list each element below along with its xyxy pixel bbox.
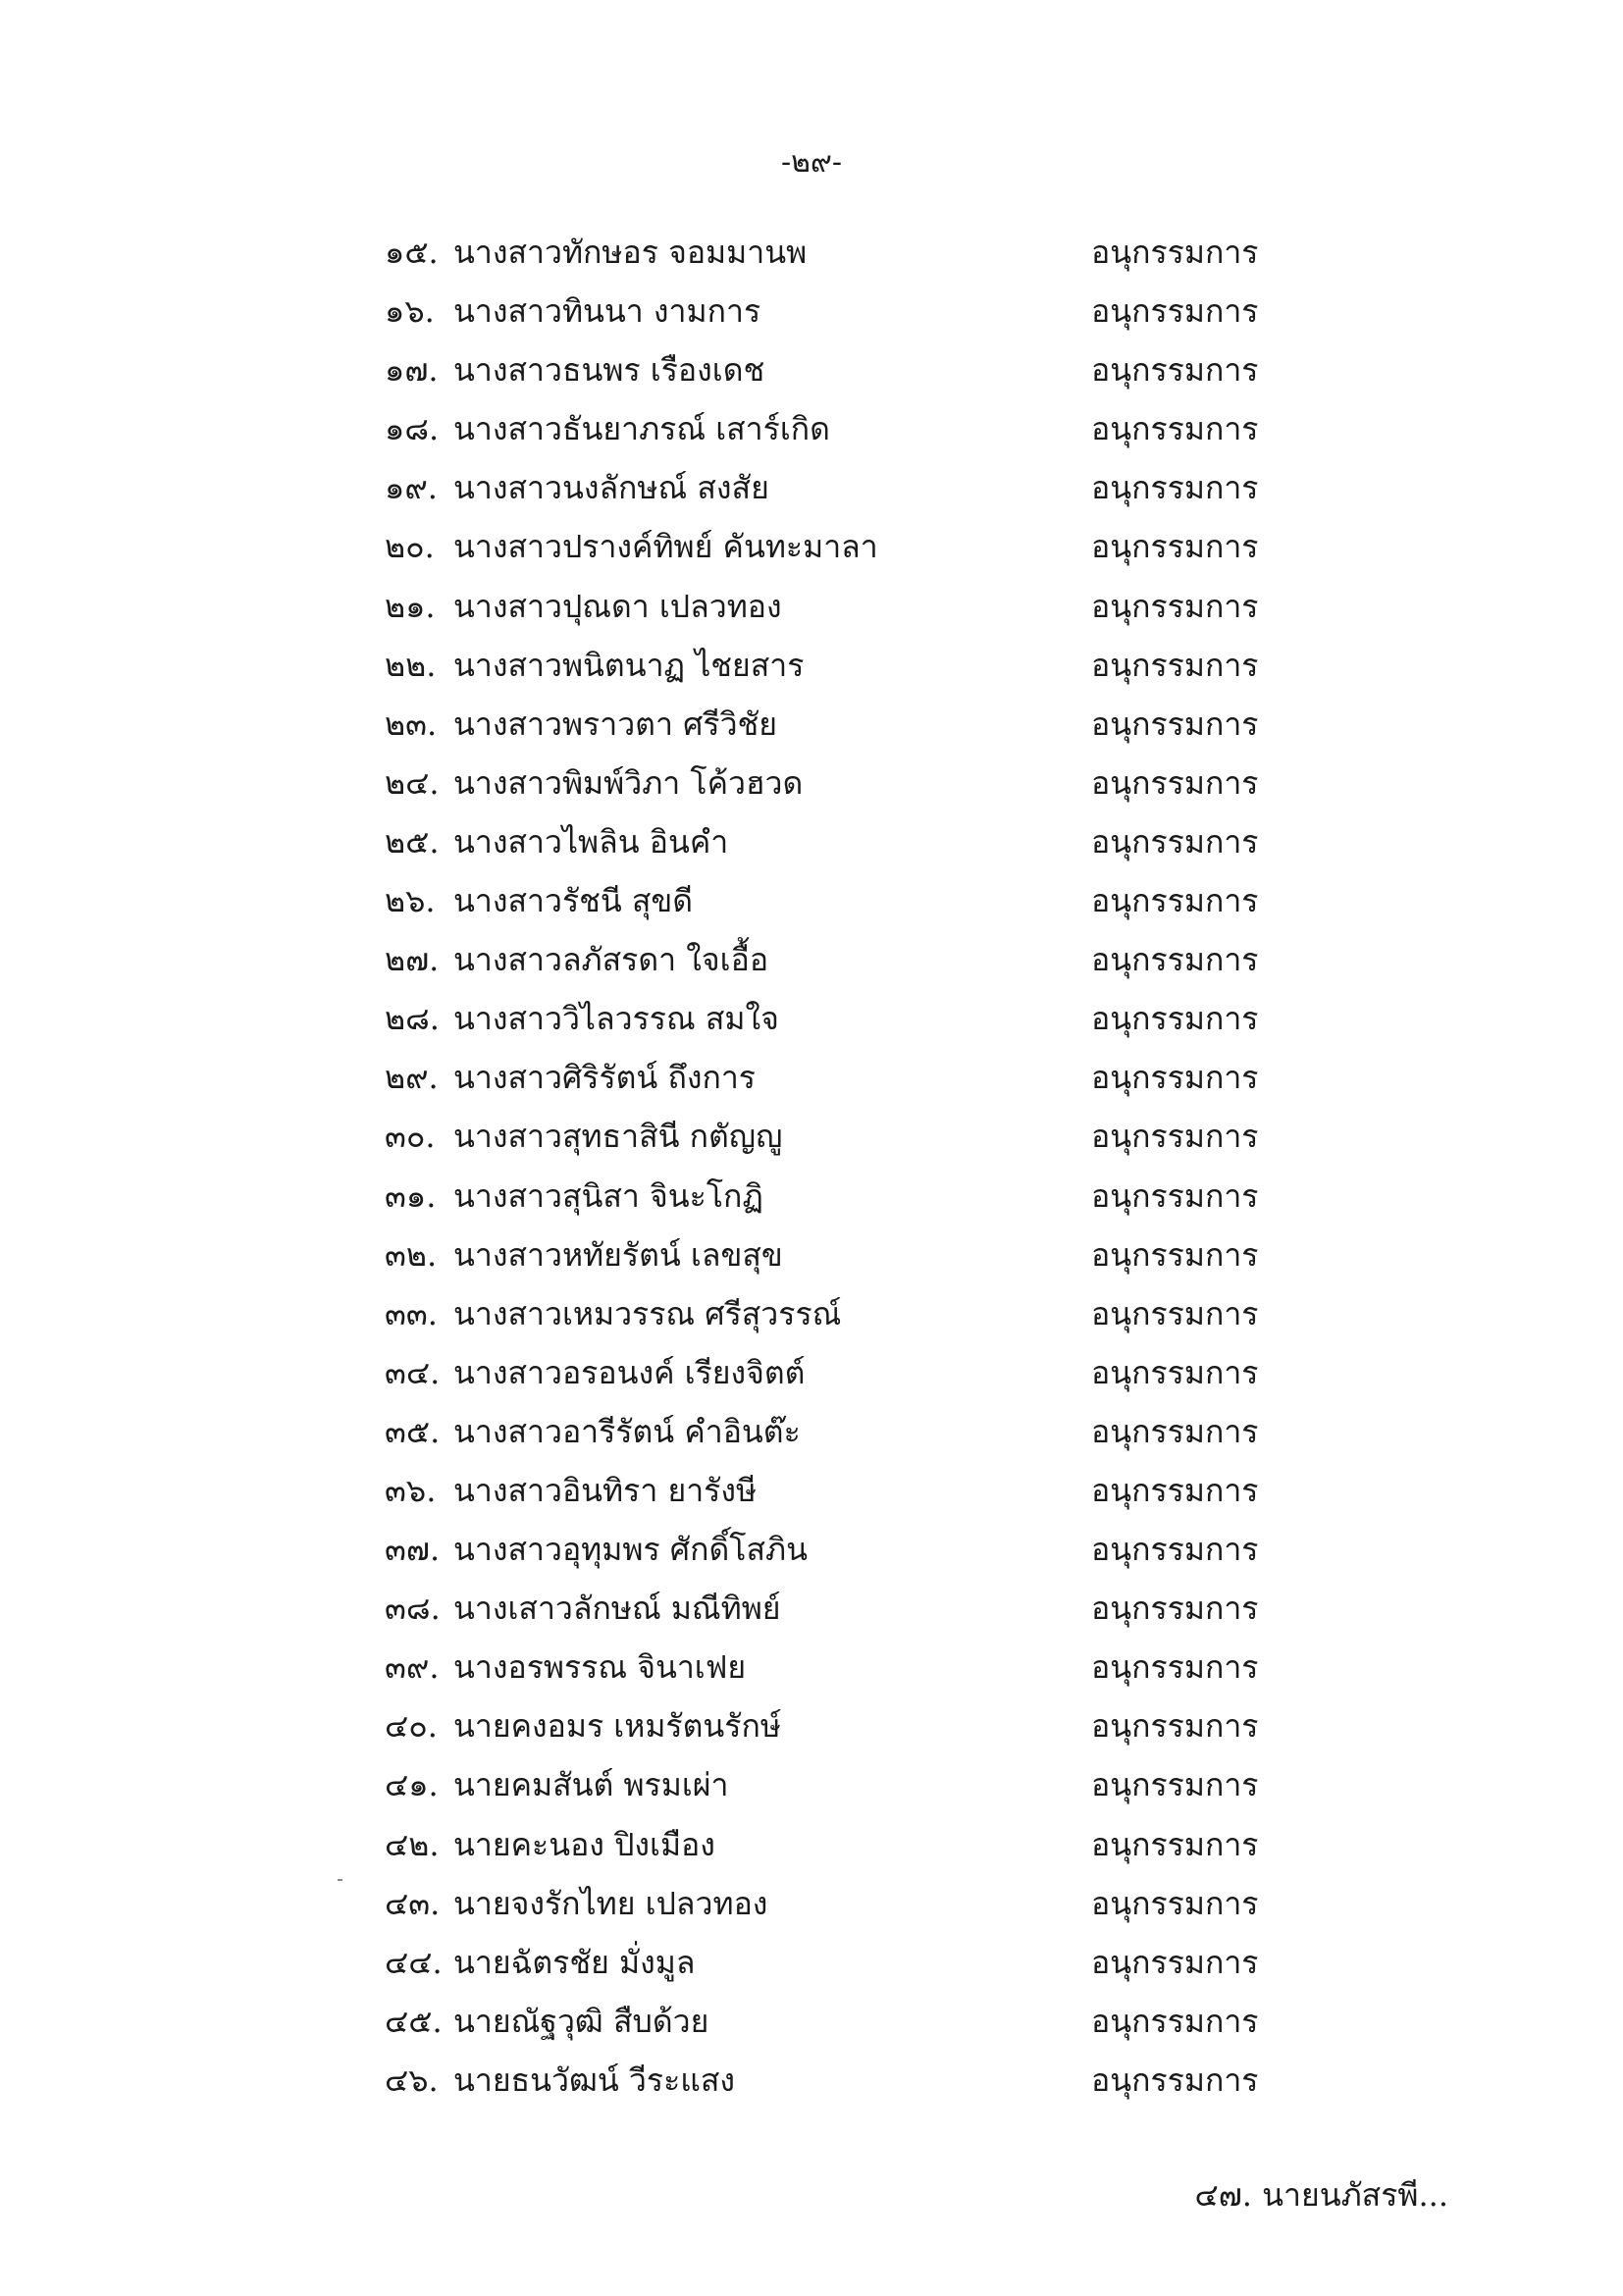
member-role: อนุกรรมการ [1091, 469, 1259, 507]
member-role: อนุกรรมการ [1091, 587, 1259, 625]
member-name: นางสาวพราวตา ศรีวิชัย [453, 704, 778, 743]
member-name: นายคมสันต์ พรมเผ่า [453, 1766, 729, 1804]
member-row [0, 345, 1623, 404]
member-role: อนุกรรมการ [1091, 763, 1259, 802]
member-row [0, 876, 1623, 935]
member-number: ๑๖. [385, 292, 435, 331]
member-row [0, 522, 1623, 581]
member-name: นางอรพรรณ จินาเฟย [453, 1648, 747, 1687]
member-role: อนุกรรมการ [1091, 1531, 1259, 1569]
member-number: ๒๔. [385, 763, 440, 802]
member-row [0, 1230, 1623, 1289]
member-number: ๑๗. [385, 351, 439, 390]
scan-mark [338, 1879, 342, 1881]
member-row [0, 1760, 1623, 1819]
member-role: อนุกรรมการ [1091, 1648, 1259, 1687]
member-name: นางสาวทินนา งามการ [453, 292, 761, 331]
member-row [0, 582, 1623, 641]
member-row [0, 1701, 1623, 1760]
member-role: อนุกรรมการ [1091, 2002, 1259, 2040]
member-role: อนุกรรมการ [1091, 351, 1259, 390]
member-name: นางสาวพนิตนาฏ ไชยสาร [453, 646, 805, 684]
member-role: อนุกรรมการ [1091, 1884, 1259, 1922]
member-role: อนุกรรมการ [1091, 1471, 1259, 1509]
member-number: ๒๐. [385, 528, 435, 566]
member-role: อนุกรรมการ [1091, 1825, 1259, 1863]
page-number: -๒๙- [780, 145, 843, 180]
member-number: ๑๕. [385, 234, 439, 271]
member-row [0, 1348, 1623, 1407]
member-role: อนุกรรมการ [1091, 822, 1259, 861]
member-name: นางสาวรัชนี สุขดี [453, 882, 694, 920]
member-row [0, 1525, 1623, 1584]
member-name: นางสาวหทัยรัตน์ เลขสุข [453, 1235, 783, 1274]
member-number: ๒๓. [385, 704, 438, 743]
member-name: นางสาวธนพร เรืองเดช [453, 351, 765, 390]
member-role: อนุกรรมการ [1091, 1118, 1259, 1156]
member-number: ๑๘. [385, 410, 440, 448]
committee-member-list [0, 228, 1623, 2114]
member-role: อนุกรรมการ [1091, 704, 1259, 743]
member-number: ๓๑. [385, 1176, 437, 1215]
member-name: นายคงอมร เหมรัตนรักษ์ [453, 1707, 781, 1746]
member-number: ๔๑. [385, 1766, 439, 1804]
member-number: ๔๕. [385, 2002, 443, 2040]
member-number: ๒๘. [385, 1000, 440, 1038]
member-row [0, 1407, 1623, 1466]
member-name: นางสาวธันยาภรณ์ เสาร์เกิด [453, 410, 830, 448]
member-number: ๓๐. [385, 1118, 436, 1156]
member-row [0, 817, 1623, 876]
member-name: นางสาวปรางค์ทิพย์ คันทะมาลา [453, 528, 878, 566]
member-row [0, 228, 1623, 287]
member-row [0, 1938, 1623, 1997]
member-name: นางสาวเหมวรรณ ศรีสุวรรณ์ [453, 1294, 842, 1332]
member-number: ๔๒. [385, 1825, 440, 1863]
member-row [0, 1289, 1623, 1348]
member-row [0, 287, 1623, 345]
member-name: นายธนวัฒน์ วีระแสง [453, 2061, 736, 2099]
member-role: อนุกรรมการ [1091, 1059, 1259, 1097]
member-name: นายจงรักไทย เปลวทอง [453, 1884, 768, 1922]
member-name: นายฉัตรชัย มั่งมูล [453, 1943, 696, 1981]
member-row [0, 641, 1623, 700]
member-name: นางสาวสุนิสา จินะโกฏิ [453, 1176, 763, 1215]
continuation-text: ๔๗. นายนภัสรพี... [1194, 2176, 1448, 2214]
member-name: นายณัฐวุฒิ สืบด้วย [453, 2002, 709, 2040]
member-row [0, 700, 1623, 758]
member-number: ๑๙. [385, 469, 438, 507]
member-number: ๓๙. [385, 1648, 440, 1687]
member-role: อนุกรรมการ [1091, 410, 1259, 448]
member-row [0, 935, 1623, 994]
member-name: นางสาวปุณดา เปลวทอง [453, 587, 782, 625]
member-number: ๒๕. [385, 822, 440, 861]
member-row [0, 463, 1623, 522]
member-role: อนุกรรมการ [1091, 882, 1259, 920]
member-row [0, 1112, 1623, 1171]
member-number: ๓๘. [385, 1590, 441, 1628]
member-number: ๔๖. [385, 2061, 439, 2099]
member-row [0, 1466, 1623, 1525]
member-role: อนุกรรมการ [1091, 1000, 1259, 1038]
member-role: อนุกรรมการ [1091, 1766, 1259, 1804]
member-number: ๒๑. [385, 587, 436, 625]
member-number: ๔๐. [385, 1707, 438, 1746]
member-row [0, 1643, 1623, 1701]
member-number: ๒๖. [385, 882, 436, 920]
member-role: อนุกรรมการ [1091, 941, 1259, 979]
member-number: ๒๒. [385, 646, 437, 684]
member-row [0, 1997, 1623, 2056]
member-row [0, 1172, 1623, 1230]
member-number: ๓๖. [385, 1471, 437, 1509]
member-number: ๓๔. [385, 1353, 441, 1391]
member-name: นางสาวนงลักษณ์ สงสัย [453, 469, 769, 507]
member-role: อนุกรรมการ [1091, 2061, 1259, 2099]
member-name: นางสาวทักษอร จอมมานพ [453, 234, 808, 271]
member-role: อนุกรรมการ [1091, 1943, 1259, 1981]
member-row [0, 1820, 1623, 1879]
member-number: ๓๕. [385, 1412, 441, 1450]
member-number: ๔๓. [385, 1884, 441, 1922]
member-number: ๓๗. [385, 1531, 441, 1569]
member-row [0, 1584, 1623, 1643]
member-number: ๒๙. [385, 1059, 439, 1097]
member-number: ๔๔. [385, 1943, 443, 1981]
member-name: นางสาวลภัสรดา ใจเอื้อ [453, 941, 769, 979]
member-number: ๓๒. [385, 1235, 438, 1274]
member-name: นางสาวอินทิรา ยารังษี [453, 1471, 758, 1509]
member-role: อนุกรรมการ [1091, 234, 1259, 271]
member-row [0, 994, 1623, 1053]
member-row [0, 1879, 1623, 1938]
member-role: อนุกรรมการ [1091, 1294, 1259, 1332]
member-name: นางสาวอารีรัตน์ คำอินต๊ะ [453, 1412, 801, 1450]
member-name: นางสาวไพลิน อินคำ [453, 822, 729, 861]
member-name: นางสาวศิริรัตน์ ถึงการ [453, 1059, 756, 1097]
member-role: อนุกรรมการ [1091, 1176, 1259, 1215]
member-row [0, 1053, 1623, 1112]
member-number: ๒๗. [385, 941, 440, 979]
member-role: อนุกรรมการ [1091, 528, 1259, 566]
member-name: นางเสาวลักษณ์ มณีทิพย์ [453, 1590, 781, 1628]
member-number: ๓๓. [385, 1294, 438, 1332]
member-role: อนุกรรมการ [1091, 1412, 1259, 1450]
member-name: นางสาวพิมพ์วิภา โค้วฮวด [453, 763, 804, 802]
member-row [0, 758, 1623, 817]
member-name: นางสาวอรอนงค์ เรียงจิตต์ [453, 1353, 806, 1391]
member-role: อนุกรรมการ [1091, 646, 1259, 684]
member-role: อนุกรรมการ [1091, 1707, 1259, 1746]
member-row [0, 2056, 1623, 2114]
member-role: อนุกรรมการ [1091, 1590, 1259, 1628]
member-role: อนุกรรมการ [1091, 292, 1259, 331]
member-name: นางสาววิไลวรรณ สมใจ [453, 1000, 779, 1038]
member-name: นางสาวสุทธาสินี กตัญญู [453, 1118, 783, 1156]
member-name: นายคะนอง ปิงเมือง [453, 1825, 715, 1863]
member-name: นางสาวอุทุมพร ศักดิ์โสภิน [453, 1531, 808, 1569]
member-role: อนุกรรมการ [1091, 1235, 1259, 1274]
member-role: อนุกรรมการ [1091, 1353, 1259, 1391]
member-row [0, 404, 1623, 463]
